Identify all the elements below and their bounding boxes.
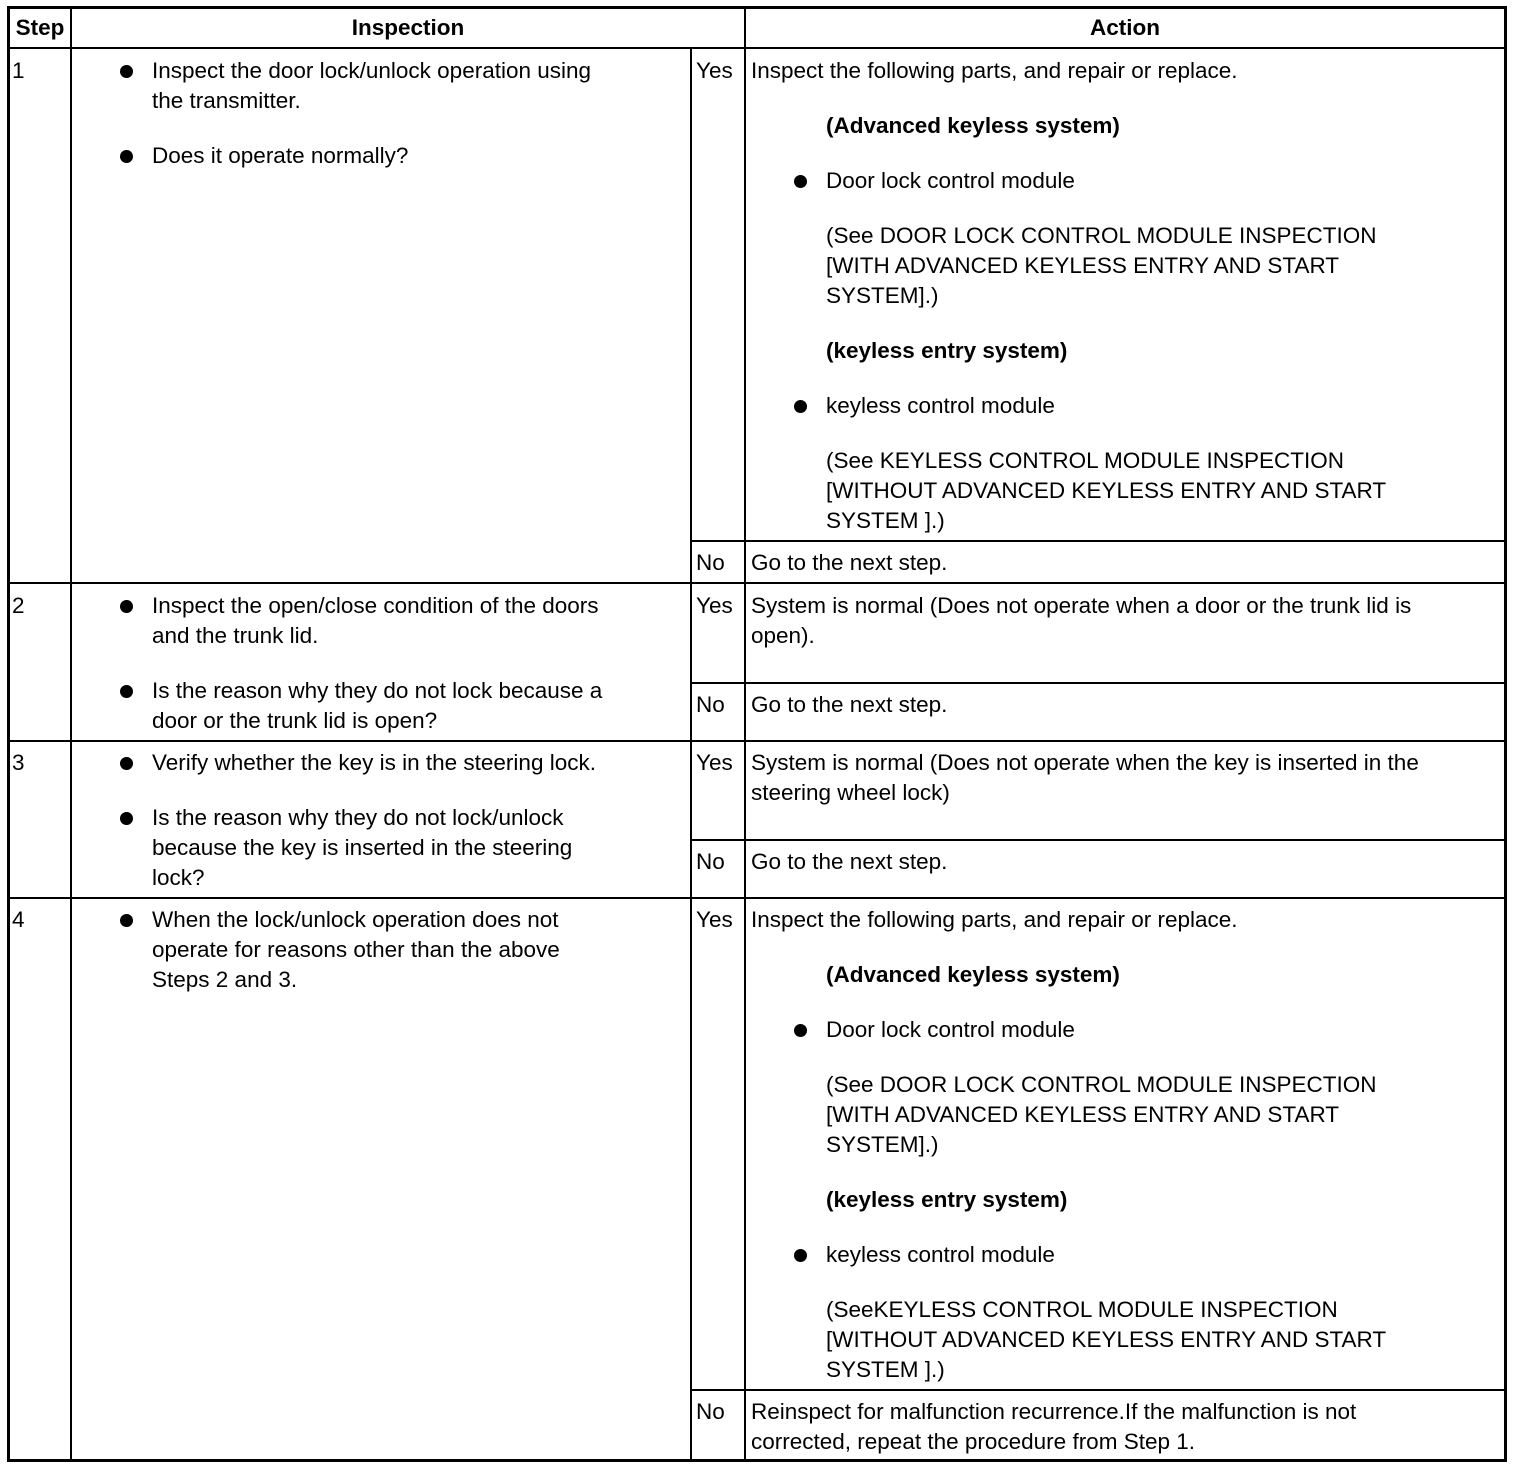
part-item: keyless control module [826,1242,1055,1267]
bullet-icon [120,600,133,613]
action-text: System is normal (Does not operate when the key is inserted in the [751,750,1419,775]
action-text: Go to the next step. [751,692,948,717]
row-divider [7,582,1507,584]
part-item: Door lock control module [826,168,1075,193]
row-divider [7,897,1507,899]
reference-text: SYSTEM].) [826,1132,939,1157]
header-action: Action [1090,15,1160,40]
yes-label: Yes [696,750,733,775]
action-text: Go to the next step. [751,849,948,874]
reference-text: (See KEYLESS CONTROL MODULE INSPECTION [826,448,1345,473]
reference-text: [WITH ADVANCED KEYLESS ENTRY AND START [826,253,1340,278]
row-divider [690,1389,1507,1391]
bullet-icon [120,65,133,78]
inspection-text: the transmitter. [152,88,301,113]
reference-text: (SeeKEYLESS CONTROL MODULE INSPECTION [826,1297,1338,1322]
step-number: 4 [12,907,25,932]
header-step: Step [15,15,65,40]
inspection-text: operate for reasons other than the above [152,937,560,962]
system-heading: (Advanced keyless system) [826,962,1120,987]
system-heading: (keyless entry system) [826,338,1068,363]
column-divider [690,47,692,1462]
reference-text: SYSTEM ].) [826,1357,945,1382]
reference-text: SYSTEM ].) [826,508,945,533]
system-heading: (keyless entry system) [826,1187,1068,1212]
inspection-text: lock? [152,865,205,890]
part-item: keyless control module [826,393,1055,418]
column-divider [70,6,72,1462]
bullet-icon [120,812,133,825]
inspection-text: Is the reason why they do not lock because a [152,678,603,703]
reference-text: (See DOOR LOCK CONTROL MODULE INSPECTION [826,1072,1377,1097]
inspection-text: because the key is inserted in the steering [152,835,573,860]
row-divider [7,740,1507,742]
row-divider [690,540,1507,542]
bullet-icon [794,1024,807,1037]
action-text: Inspect the following parts, and repair or replace. [751,907,1238,932]
action-text: Inspect the following parts, and repair or replace. [751,58,1238,83]
reference-text: [WITHOUT ADVANCED KEYLESS ENTRY AND START [826,478,1387,503]
header-inspection: Inspection [351,15,465,40]
inspection-text: Does it operate normally? [152,143,409,168]
reference-text: [WITH ADVANCED KEYLESS ENTRY AND START [826,1102,1340,1127]
step-number: 2 [12,593,25,618]
inspection-text: Verify whether the key is in the steering lock. [152,750,596,775]
bullet-icon [794,400,807,413]
no-label: No [696,849,725,874]
bullet-icon [120,685,133,698]
bullet-icon [794,1249,807,1262]
inspection-text: Steps 2 and 3. [152,967,298,992]
column-divider [744,6,746,1462]
inspection-text: door or the trunk lid is open? [152,708,438,733]
bullet-icon [120,150,133,163]
action-text: steering wheel lock) [751,780,950,805]
inspection-text: and the trunk lid. [152,623,319,648]
no-label: No [696,692,725,717]
step-number: 3 [12,750,25,775]
yes-label: Yes [696,907,733,932]
no-label: No [696,1399,725,1424]
action-text: open). [751,623,815,648]
bullet-icon [120,757,133,770]
yes-label: Yes [696,58,733,83]
inspection-text: Inspect the door lock/unlock operation using [152,58,592,83]
row-divider [690,682,1507,684]
action-text: Reinspect for malfunction recurrence.If the malfunction is not [751,1399,1357,1424]
reference-text: SYSTEM].) [826,283,939,308]
yes-label: Yes [696,593,733,618]
inspection-text: Is the reason why they do not lock/unlock [152,805,564,830]
bullet-icon [120,914,133,927]
action-text: corrected, repeat the procedure from Step 1. [751,1429,1195,1454]
bullet-icon [794,175,807,188]
reference-text: (See DOOR LOCK CONTROL MODULE INSPECTION [826,223,1377,248]
inspection-text: Inspect the open/close condition of the doors [152,593,599,618]
action-text: Go to the next step. [751,550,948,575]
reference-text: [WITHOUT ADVANCED KEYLESS ENTRY AND START [826,1327,1387,1352]
inspection-text: When the lock/unlock operation does not [152,907,559,932]
system-heading: (Advanced keyless system) [826,113,1120,138]
row-divider [690,839,1507,841]
header-divider [7,47,1507,49]
no-label: No [696,550,725,575]
part-item: Door lock control module [826,1017,1075,1042]
step-number: 1 [12,58,25,83]
action-text: System is normal (Does not operate when a door or the trunk lid is [751,593,1412,618]
